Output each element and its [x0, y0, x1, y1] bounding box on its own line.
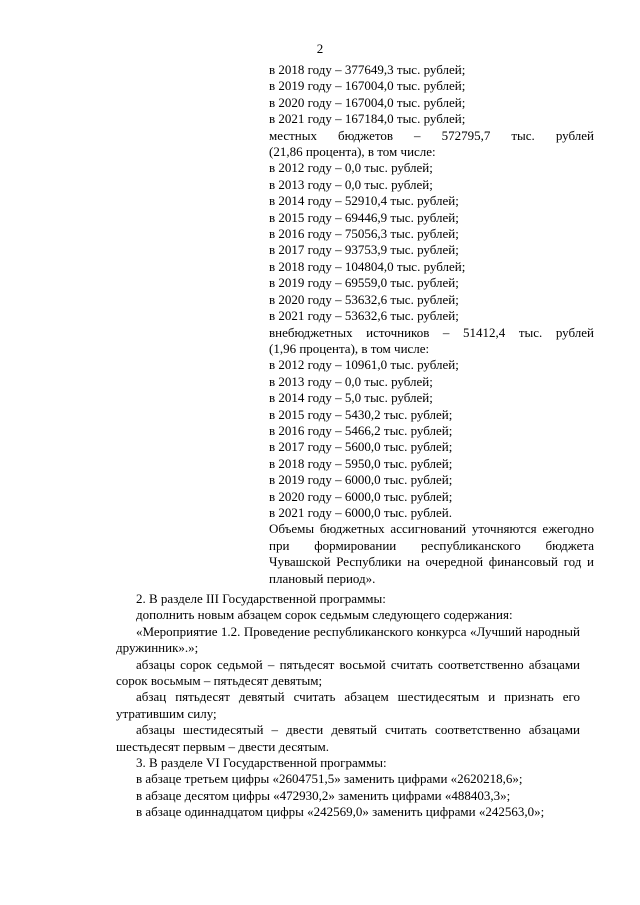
column-line: в 2021 году – 53632,6 тыс. рублей;: [269, 308, 459, 324]
column-line: в 2015 году – 69446,9 тыс. рублей;: [269, 209, 459, 225]
column-line: в 2020 году – 167004,0 тыс. рублей;: [269, 94, 466, 110]
paragraph: в абзаце третьем цифры «2604751,5» заменить цифрами «2620218,6»;: [136, 771, 523, 787]
main-text: [116, 591, 580, 821]
column-line: в 2020 году – 53632,6 тыс. рублей;: [269, 291, 459, 307]
column-line: в 2017 году – 93753,9 тыс. рублей;: [269, 242, 459, 258]
column-line: в 2013 году – 0,0 тыс. рублей;: [269, 176, 433, 192]
column-line: местных бюджетов – 572795,7 тыс. рублей: [269, 127, 594, 143]
paragraph: 2. В разделе III Государственной программы:: [136, 591, 386, 606]
column-line: Объемы бюджетных ассигнований уточняются ежегодно при формировании республиканского бюджета Чувашской Республики на очередной финансовый год и плановый период».: [269, 521, 594, 586]
paragraph: в абзаце десятом цифры «472930,2» заменить цифрами «488403,3»;: [136, 787, 511, 803]
column-line: в 2013 году – 0,0 тыс. рублей;: [269, 373, 433, 389]
column-line: в 2018 году – 5950,0 тыс. рублей;: [269, 455, 453, 471]
column-line: в 2018 году – 104804,0 тыс. рублей;: [269, 258, 466, 274]
paragraph: абзац пятьдесят девятый считать абзацем шестидесятым и признать его утратившим силу;: [116, 689, 580, 721]
column-line: в 2016 году – 75056,3 тыс. рублей;: [269, 226, 459, 242]
funding-column: [269, 62, 594, 587]
column-line: в 2015 году – 5430,2 тыс. рублей;: [269, 406, 453, 422]
page-number: 2: [316, 41, 324, 56]
paragraph: «Мероприятие 1.2. Проведение республиканского конкурса «Лучший народный дружинник».»;: [116, 623, 580, 656]
column-line: в 2020 году – 6000,0 тыс. рублей;: [269, 488, 453, 504]
column-line: в 2021 году – 6000,0 тыс. рублей.: [269, 504, 452, 520]
paragraph: абзацы шестидесятый – двести девятый считать соответственно абзацами шестьдесят первым – двести десятым.: [116, 722, 580, 754]
column-line: в 2016 году – 5466,2 тыс. рублей;: [269, 422, 453, 438]
column-line: в 2021 году – 167184,0 тыс. рублей;: [269, 111, 466, 127]
column-line: (1,96 процента), в том числе:: [269, 340, 430, 356]
paragraph: 3. В разделе VI Государственной программы:: [136, 755, 387, 771]
column-line: в 2012 году – 0,0 тыс. рублей;: [269, 160, 433, 176]
column-line: в 2019 году – 167004,0 тыс. рублей;: [269, 78, 466, 94]
column-line: в 2014 году – 5,0 тыс. рублей;: [269, 390, 433, 406]
column-line: в 2018 году – 377649,3 тыс. рублей;: [269, 62, 466, 77]
column-line: в 2014 году – 52910,4 тыс. рублей;: [269, 193, 459, 209]
column-line: внебюджетных источников – 51412,4 тыс. рублей: [269, 324, 594, 340]
column-line: в 2019 году – 69559,0 тыс. рублей;: [269, 275, 459, 291]
column-line: в 2017 году – 5600,0 тыс. рублей;: [269, 439, 453, 455]
column-line: в 2012 году – 10961,0 тыс. рублей;: [269, 357, 459, 373]
column-line: в 2019 году – 6000,0 тыс. рублей;: [269, 472, 453, 488]
paragraph: в абзаце одиннадцатом цифры «242569,0» заменить цифрами «242563,0»;: [136, 804, 545, 820]
paragraph: абзацы сорок седьмой – пятьдесят восьмой считать соответственно абзацами сорок восьмым – пятьдесят девятым;: [116, 656, 580, 689]
column-line: (21,86 процента), в том числе:: [269, 144, 436, 160]
paragraph: дополнить новым абзацем сорок седьмым следующего содержания:: [136, 607, 513, 623]
